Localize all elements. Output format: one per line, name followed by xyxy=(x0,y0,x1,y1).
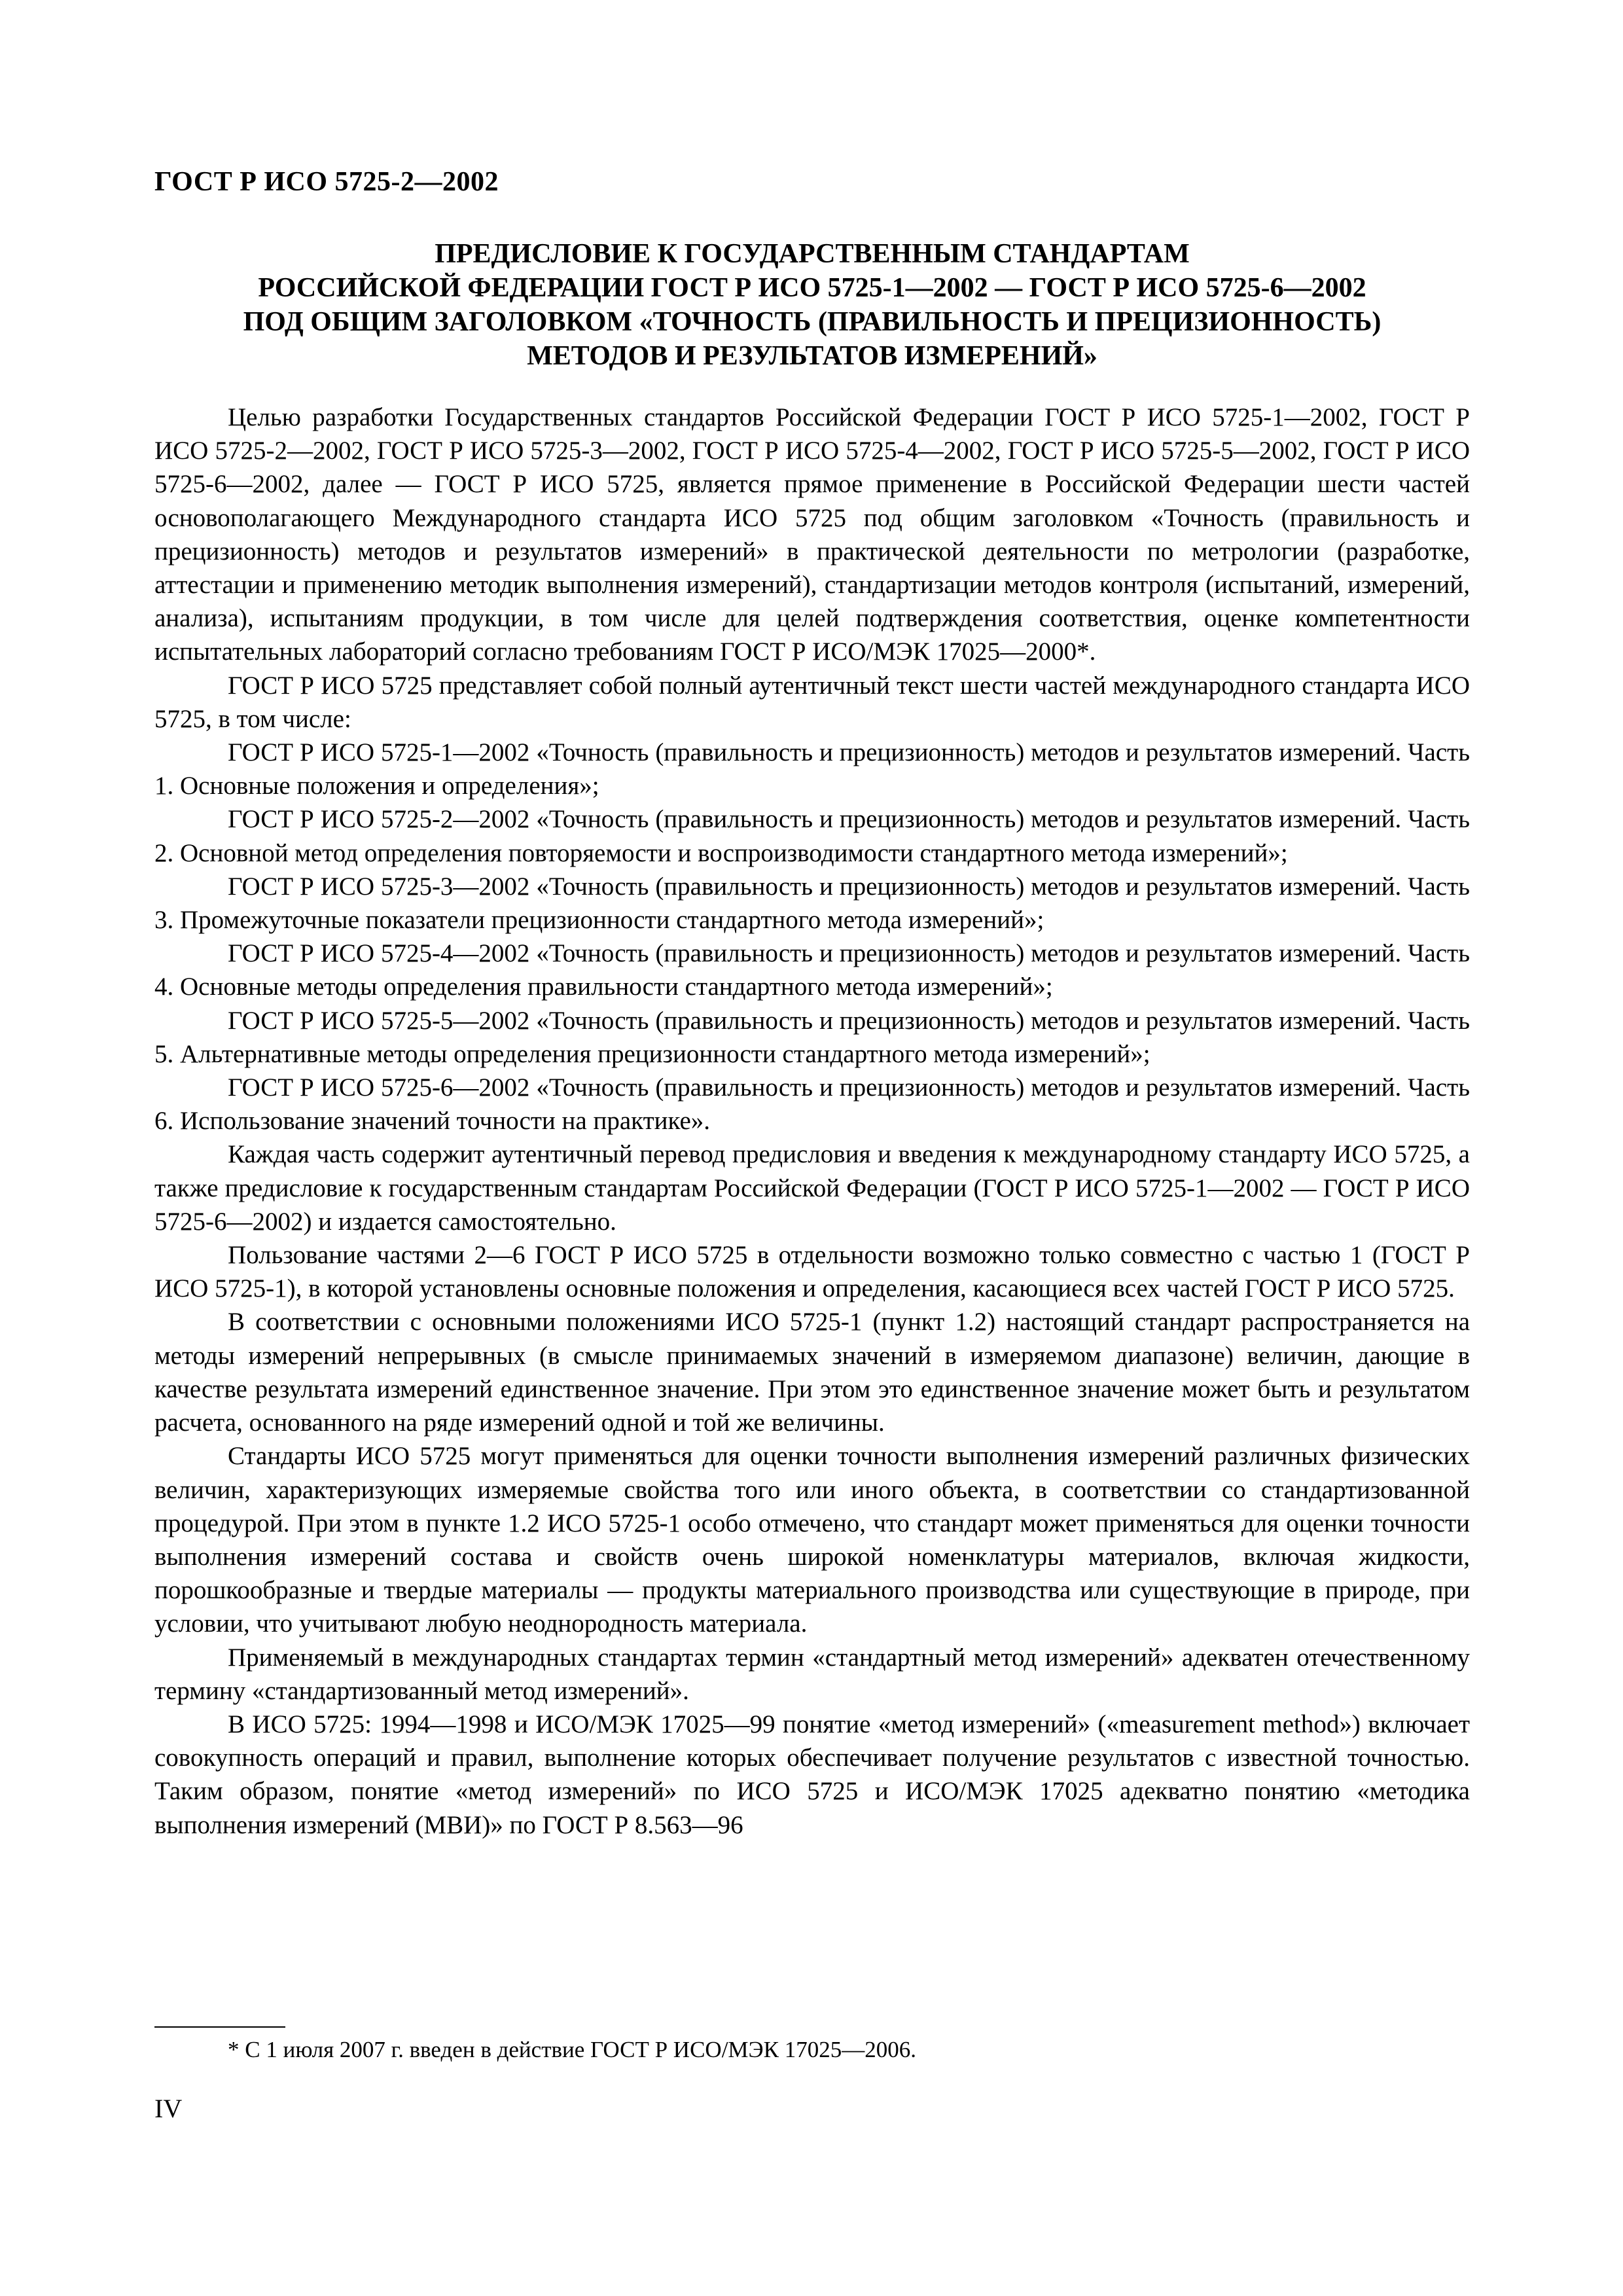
title-line: ПОД ОБЩИМ ЗАГОЛОВКОМ «ТОЧНОСТЬ (ПРАВИЛЬНОСТЬ И ПРЕЦИЗИОННОСТЬ) xyxy=(243,307,1382,337)
paragraph-part-5: ГОСТ Р ИСО 5725-5—2002 «Точность (правильность и прецизионность) методов и результатов измерений. Часть 5. Альтернативные методы определения прецизионности стандартного метода измерений»; xyxy=(154,1006,1470,1068)
paragraph-scope: В соответствии с основными положениями ИСО 5725-1 (пункт 1.2) настоящий стандарт распространяется на методы измерений непрерывных (в смысле принимаемых значений в измеряемом диапазоне) величин, дающие в качестве результата измерений единственное значение. При этом это единственное значение может быть и результатом расчета, основанного на ряде измерений одной и той же величины. xyxy=(154,1308,1470,1437)
paragraph-usage: Пользование частями 2—6 ГОСТ Р ИСО 5725 в отдельности возможно только совместно с частью 1 (ГОСТ Р ИСО 5725-1), в которой установлены основные положения и определения, касающиеся всех частей ГОСТ Р ИСО 5725. xyxy=(154,1241,1470,1303)
paragraph-application: Стандарты ИСО 5725 могут применяться для оценки точности выполнения измерений различных физических величин, характеризующих измеряемые свойства того или иного объекта, в соответствии со стандартизованной процедурой. При этом в пункте 1.2 ИСО 5725-1 особо отмечено, что стандарт может применяться для оценки точности выполнения измерений состава и свойств очень широкой номенклатуры материалов, включая жидкости, порошкообразные и твердые материалы — продукты материального производства или существующие в природе, при условии, что учитывают любую неоднородность материала. xyxy=(154,1442,1470,1638)
title-line: ПРЕДИСЛОВИЕ К ГОСУДАРСТВЕННЫМ СТАНДАРТАМ xyxy=(435,239,1190,269)
title-line: РОССИЙСКОЙ ФЕДЕРАЦИИ ГОСТ Р ИСО 5725-1—2002 — ГОСТ Р ИСО 5725-6—2002 xyxy=(258,273,1366,303)
paragraph-composition: ГОСТ Р ИСО 5725 представляет собой полный аутентичный текст шести частей международного стандарта ИСО 5725, в том числе: xyxy=(154,671,1470,733)
paragraph-part-6: ГОСТ Р ИСО 5725-6—2002 «Точность (правильность и прецизионность) методов и результатов измерений. Часть 6. Использование значений точности на практике». xyxy=(154,1073,1470,1136)
paragraph-part-2: ГОСТ Р ИСО 5725-2—2002 «Точность (правильность и прецизионность) методов и результатов измерений. Часть 2. Основной метод определения повторяемости и воспроизводимости стандартного метода измерений»; xyxy=(154,805,1470,867)
paragraph-terminology: Применяемый в международных стандартах термин «стандартный метод измерений» адекватен отечественному термину «стандартизованный метод измерений». xyxy=(154,1643,1470,1705)
body-text xyxy=(154,401,1470,1842)
paragraph-translation: Каждая часть содержит аутентичный перевод предисловия и введения к международному стандарту ИСО 5725, а также предисловие к государственным стандартам Российской Федерации (ГОСТ Р ИСО 5725-1—2002 — ГОСТ Р ИСО 5725-6—2002) и издается самостоятельно. xyxy=(154,1140,1470,1236)
document-code: ГОСТ Р ИСО 5725-2—2002 xyxy=(154,167,499,197)
paragraph-method-definition: В ИСО 5725: 1994—1998 и ИСО/МЭК 17025—99 понятие «метод измерений» («measurement method») включает совокупность операций и правил, выполнение которых обеспечивает получение результатов с известной точностью. Таким образом, понятие «метод измерений» по ИСО 5725 и ИСО/МЭК 17025 адекватно понятию «методика выполнения измерений (МВИ)» по ГОСТ Р 8.563—96 xyxy=(154,1710,1470,1839)
title-line: МЕТОДОВ И РЕЗУЛЬТАТОВ ИЗМЕРЕНИЙ» xyxy=(527,341,1097,371)
paragraph-part-1: ГОСТ Р ИСО 5725-1—2002 «Точность (правильность и прецизионность) методов и результатов измерений. Часть 1. Основные положения и определения»; xyxy=(154,738,1470,800)
paragraph-part-4: ГОСТ Р ИСО 5725-4—2002 «Точность (правильность и прецизионность) методов и результатов измерений. Часть 4. Основные методы определения правильности стандартного метода измерений»; xyxy=(154,939,1470,1001)
paragraph-purpose: Целью разработки Государственных стандартов Российской Федерации ГОСТ Р ИСО 5725-1—2002, ГОСТ Р ИСО 5725-2—2002, ГОСТ Р ИСО 5725-3—2002, ГОСТ Р ИСО 5725-4—2002, ГОСТ Р ИСО 5725-5—2002, ГОСТ Р ИСО 5725-6—2002, далее — ГОСТ Р ИСО 5725, является прямое применение в Российской Федерации шести частей основополагающего Международного стандарта ИСО 5725 под общим заголовком «Точность (правильность и прецизионность) методов и результатов измерений» в практической деятельности по метрологии (разработке, аттестации и применению методик выполнения измерений), стандартизации методов контроля (испытаний, измерений, анализа), испытаниям продукции, в том числе для целей подтверждения соответствия, оценке компетентности испытательных лабораторий согласно требованиям ГОСТ Р ИСО/МЭК 17025—2000*. xyxy=(154,403,1470,666)
paragraph-part-3: ГОСТ Р ИСО 5725-3—2002 «Точность (правильность и прецизионность) методов и результатов измерений. Часть 3. Промежуточные показатели прецизионности стандартного метода измерений»; xyxy=(154,872,1470,935)
footnote-divider xyxy=(154,2026,285,2028)
preface-title xyxy=(154,237,1470,373)
page-number: IV xyxy=(154,2094,183,2123)
footnote: * С 1 июля 2007 г. введен в действие ГОСТ Р ИСО/МЭК 17025—2006. xyxy=(228,2037,916,2062)
